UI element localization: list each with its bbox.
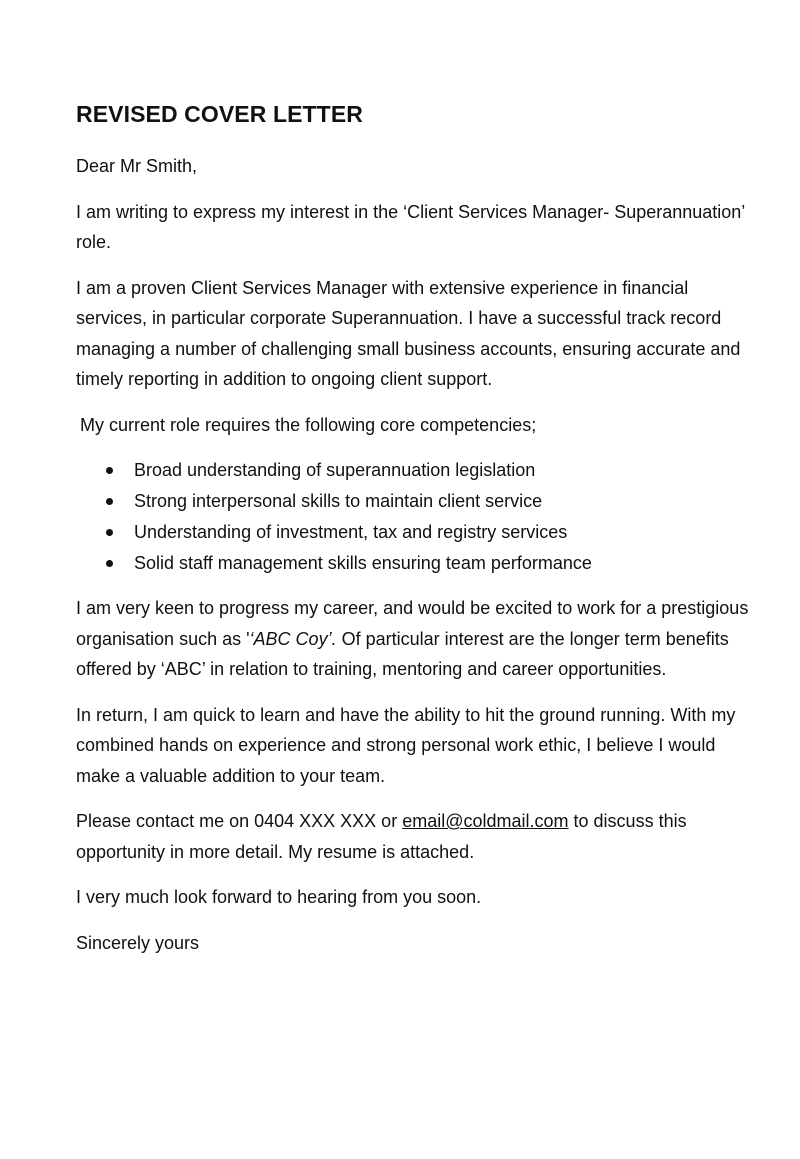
competencies-intro: My current role requires the following core competencies; [80,414,537,435]
career-paragraph [76,593,756,685]
bullet-icon [106,560,113,567]
competency-text: Broad understanding of superannuation legislation [134,460,536,480]
list-item [76,486,756,517]
competencies-list [76,455,756,579]
bullet-icon [106,467,113,474]
contact-text-end: to discuss this opportunity in more detail. My resume is attached. [76,811,687,862]
career-text-start: I am very keen to progress my career, and would be excited to work for a prestigious organisation such as ' [76,598,749,649]
career-text-end: Of particular interest are the longer term benefits offered by ‘ABC’ in relation to training, mentoring and career opportunities. [76,628,729,679]
list-item [76,517,756,548]
sign-off: Sincerely yours [76,932,200,953]
contact-paragraph [76,806,756,867]
closing-line: I very much look forward to hearing from you soon. [76,887,482,907]
intro-paragraph: I am writing to express my interest in the ‘Client Services Manager- Superannuation’ role. [76,201,745,252]
salutation: Dear Mr Smith, [76,156,198,176]
list-item [76,548,756,579]
bullet-icon [106,529,113,536]
bullet-icon [106,498,113,505]
list-item [76,455,756,486]
competency-text: Understanding of investment, tax and registry services [134,522,568,542]
contact-text-start: Please contact me on 0404 XXX XXX or [76,811,403,831]
experience-paragraph: I am a proven Client Services Manager with extensive experience in financial services, in particular corporate Superannuation. I have a successful track record managing a number of challenging small business accounts, ensuring accurate and timely reporting in addition to ongoing client support. [76,277,741,389]
email-link[interactable]: email@coldmail.com [402,811,569,831]
return-paragraph: In return, I am quick to learn and have the ability to hit the ground running. With my combined hands on experience and strong personal work ethic, I believe I would make a valuable addition to your team. [76,704,736,786]
company-name: ‘ABC Coy’. [249,628,337,649]
letter-title: REVISED COVER LETTER [76,101,363,127]
cover-letter-page [76,98,756,973]
competency-text: Solid staff management skills ensuring team performance [134,553,592,573]
competency-text: Strong interpersonal skills to maintain client service [134,491,543,511]
